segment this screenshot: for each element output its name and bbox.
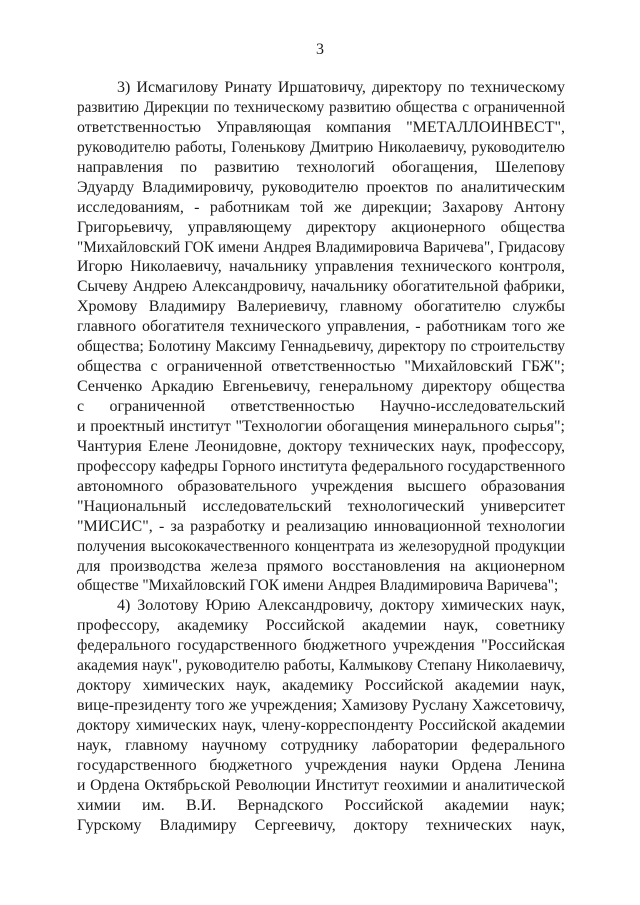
text-line: с ограниченной ответственностью Научно-исследовательский [77, 398, 565, 415]
text-line: профессору, академику Российской академии наук, советнику [77, 617, 565, 635]
paragraph-4 [77, 596, 565, 835]
paragraph-3 [77, 78, 565, 596]
text-line: обществе "Михайловский ГОК имени Андрея Владимировича Варичева"; [77, 577, 559, 595]
text-line: 4) Золотову Юрию Александровичу, доктору химических наук, [117, 597, 565, 615]
text-line: Игорю Николаевичу, начальнику управления технического контроля, [77, 258, 565, 276]
text-line: направления по развитию технологий обогащения, Шелепову [77, 158, 565, 176]
text-line: Чантурия Елене Леонидовне, доктору технических наук, профессору, [77, 437, 565, 455]
text-line: наук, главному научному сотруднику лаборатории федерального [77, 736, 565, 754]
text-line: ответственностью Управляющая компания "МЕТАЛЛОИНВЕСТ", [77, 118, 565, 136]
text-line: вице-президенту того же учреждения; Хамизову Руслану Хажсетовичу, [77, 697, 565, 715]
text-line: "МИСИС", - за разработку и реализацию инновационной технологии [77, 517, 565, 535]
text-line: получения высококачественного концентрата из железорудной продукции [77, 537, 565, 555]
text-line: государственного бюджетного учреждения науки Ордена Ленина [77, 756, 565, 774]
text-line: развитию Дирекции по техническому развитию общества с ограниченной [77, 98, 565, 116]
text-line: и Ордена Октябрьской Революции Институт геохимии и аналитической [77, 776, 565, 794]
text-line: Сычеву Андрею Александровичу, начальнику обогатительной фабрики, [77, 278, 565, 296]
body-text [77, 78, 565, 836]
text-line: Сенченко Аркадию Евгеньевичу, генеральному директору общества [77, 378, 565, 396]
text-line: для производства железа прямого восстановления на акционерном [77, 557, 565, 575]
text-line: 3) Исмагилову Ринату Иршатовичу, директору по техническому [117, 79, 565, 96]
text-line: общества; Болотину Максиму Геннадьевичу, директору по строительству [77, 338, 565, 356]
text-line: Хромову Владимиру Валериевичу, главному обогатителю службы [77, 298, 565, 316]
text-line: доктору химических наук, академику Российской академии наук, [77, 677, 565, 695]
page-number: 3 [316, 41, 324, 58]
text-line: главного обогатителя технического управления, - работникам того же [77, 318, 565, 336]
text-line: руководителю работы, Голенькову Дмитрию Николаевичу, руководителю [77, 138, 565, 156]
text-line: Эдуарду Владимировичу, руководителю проектов по аналитическим [77, 178, 565, 196]
text-line: исследованиям, - работникам той же дирекции; Захарову Антону [77, 198, 565, 216]
text-line: и проектный институт "Технологии обогащения минерального сырья"; [77, 417, 565, 435]
text-line: автономного образовательного учреждения высшего образования [77, 477, 565, 495]
text-line: химии им. В.И. Вернадского Российской академии наук; [77, 796, 565, 814]
text-line: "Михайловский ГОК имени Андрея Владимировича Варичева", Гридасову [77, 238, 565, 256]
text-line: общества с ограниченной ответственностью "Михайловский ГБЖ"; [77, 358, 565, 376]
text-line: профессору кафедры Горного института федерального государственного [77, 457, 566, 475]
text-line: Гурскому Владимиру Сергеевичу, доктору технических наук, [77, 816, 565, 834]
text-line: академия наук", руководителю работы, Калмыкову Степану Николаевичу, [77, 657, 565, 675]
text-line: Григорьевичу, управляющему директору акционерного общества [77, 218, 565, 236]
text-line: "Национальный исследовательский технологический университет [77, 497, 565, 515]
text-line: федерального государственного бюджетного учреждения "Российская [77, 637, 565, 655]
text-line: доктору химических наук, члену-корреспонденту Российской академии [77, 717, 565, 734]
